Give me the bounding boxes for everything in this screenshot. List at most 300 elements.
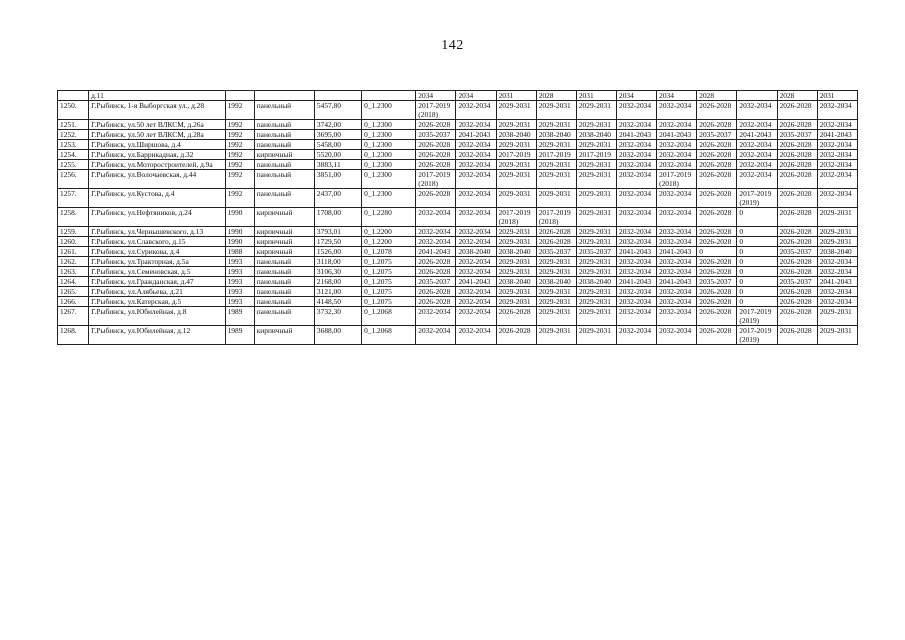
repair-period-cell: 2017-2019 (2019) [737,326,777,345]
repair-period-cell: 2032-2034 [737,150,777,160]
build-year-cell [225,91,254,101]
wall-material-cell: кирпичный [254,237,314,247]
repair-period-cell: 2028 [697,91,737,101]
repair-period-cell: 2029-2031 [536,101,576,120]
repair-period-cell: 2029-2031 [576,307,616,326]
repair-period-cell: 2026-2028 [697,257,737,267]
repair-period-cell: 2032-2034 [657,120,697,130]
repair-period-cell: 0 [737,237,777,247]
row-number: 1253. [58,140,89,150]
repair-period-cell: 2038-2040 [576,277,616,287]
repair-period-cell: 2026-2028 [416,287,456,297]
repair-period-cell: 2032-2034 [617,101,657,120]
code-cell: 0_1.2300 [362,120,416,130]
repair-period-cell: 2032-2034 [617,326,657,345]
area-cell: 3106,30 [314,267,361,277]
table-row [58,170,858,189]
table-row [58,101,858,120]
repair-period-cell: 2017-2019 (2019) [737,189,777,208]
repair-period-cell: 2032-2034 [456,267,496,277]
build-year-cell: 1990 [225,208,254,227]
repair-period-cell: 2031 [496,91,536,101]
repair-period-cell: 2032-2034 [456,287,496,297]
area-cell: 3851,00 [314,170,361,189]
area-cell: 3688,00 [314,326,361,345]
address-cell: Г.Рыбинск, ул.Гражданская, д.47 [89,277,226,287]
repair-period-cell: 2026-2028 [496,307,536,326]
repair-period-cell: 2038-2040 [496,247,536,257]
repair-period-cell: 2032-2034 [657,287,697,297]
row-number: 1263. [58,267,89,277]
repair-period-cell: 2035-2037 [697,130,737,140]
repair-period-cell: 2032-2034 [456,140,496,150]
area-cell: 5457,80 [314,101,361,120]
repair-period-cell: 2029-2031 [536,326,576,345]
address-cell: Г.Рыбинск, ул.Катерская, д.5 [89,297,226,307]
address-cell: Г.Рыбинск, ул.Юбилейная, д.12 [89,326,226,345]
repair-period-cell: 2029-2031 [496,140,536,150]
area-cell: 3732,30 [314,307,361,326]
repair-period-cell: 2032-2034 [737,140,777,150]
repair-period-cell: 0 [737,208,777,227]
code-cell: 0_1.2280 [362,208,416,227]
wall-material-cell: кирпичный [254,208,314,227]
area-cell: 3118,00 [314,257,361,267]
repair-period-cell: 2026-2028 [416,297,456,307]
repair-period-cell: 2038-2040 [536,130,576,140]
repair-period-cell: 2026-2028 [697,101,737,120]
repair-period-cell: 2026-2028 [697,140,737,150]
repair-period-cell: 2026-2028 [777,120,817,130]
area-cell: 2168,00 [314,277,361,287]
address-cell: Г.Рыбинск, ул.Алябьева, д.21 [89,287,226,297]
repair-period-cell: 2026-2028 [697,160,737,170]
wall-material-cell: панельный [254,189,314,208]
repair-period-cell: 2032-2034 [617,307,657,326]
repair-period-cell: 2032-2034 [817,287,857,297]
repair-period-cell: 2041-2043 [617,247,657,257]
table-row [58,237,858,247]
repair-period-cell: 2034 [617,91,657,101]
code-cell: 0_1.2300 [362,130,416,140]
row-number: 1251. [58,120,89,130]
repair-period-cell: 0 [737,247,777,257]
repair-period-cell: 2035-2037 [536,247,576,257]
row-number: 1259. [58,227,89,237]
repair-period-cell: 2032-2034 [456,257,496,267]
repair-period-cell: 2031 [817,91,857,101]
repair-period-cell: 2026-2028 [777,160,817,170]
repair-period-cell: 2026-2028 [777,237,817,247]
repair-period-cell: 2032-2034 [617,140,657,150]
code-cell: 0_1.2300 [362,160,416,170]
row-number: 1255. [58,160,89,170]
repair-period-cell: 2026-2028 [416,140,456,150]
row-number: 1254. [58,150,89,160]
code-cell: 0_1.2075 [362,277,416,287]
build-year-cell: 1989 [225,326,254,345]
address-cell: Г.Рыбинск, ул.50 лет ВЛКСМ, д.26а [89,120,226,130]
repair-period-cell: 2034 [416,91,456,101]
repair-period-cell: 2032-2034 [657,307,697,326]
repair-period-cell: 2026-2028 [777,101,817,120]
area-cell [314,91,361,101]
repair-period-cell: 2032-2034 [817,101,857,120]
address-cell: Г.Рыбинск, ул.Ширшова, д.4 [89,140,226,150]
wall-material-cell [254,91,314,101]
code-cell: 0_1.2068 [362,326,416,345]
repair-period-cell: 2032-2034 [737,170,777,189]
address-cell: Г.Рыбинск, ул.50 лет ВЛКСМ, д.28а [89,130,226,140]
repair-period-cell: 2029-2031 [536,307,576,326]
repair-period-cell: 2038-2040 [576,130,616,140]
repair-period-cell: 2034 [456,91,496,101]
wall-material-cell: панельный [254,130,314,140]
repair-period-cell: 2029-2031 [496,287,536,297]
code-cell [362,91,416,101]
build-year-cell: 1992 [225,120,254,130]
repair-period-cell: 2032-2034 [657,257,697,267]
repair-period-cell: 2032-2034 [617,287,657,297]
repair-period-cell: 2032-2034 [657,237,697,247]
repair-period-cell: 2032-2034 [737,101,777,120]
row-number: 1257. [58,189,89,208]
repair-period-cell: 2026-2028 [536,237,576,247]
repair-period-cell: 2028 [777,91,817,101]
repair-period-cell: 2026-2028 [697,307,737,326]
repair-period-cell: 2041-2043 [456,130,496,140]
repair-period-cell: 2026-2028 [697,326,737,345]
repair-period-cell: 2032-2034 [456,160,496,170]
repair-period-cell: 2029-2031 [496,160,536,170]
build-year-cell: 1988 [225,247,254,257]
repair-period-cell: 2041-2043 [617,130,657,140]
repair-period-cell: 2017-2019 (2018) [416,170,456,189]
code-cell: 0_1.2300 [362,150,416,160]
address-cell: Г.Рыбинск, ул.Кустова, д.4 [89,189,226,208]
code-cell: 0_1.2300 [362,189,416,208]
build-year-cell: 1992 [225,130,254,140]
repair-period-cell: 2032-2034 [657,140,697,150]
code-cell: 0_1.2068 [362,307,416,326]
address-cell: Г.Рыбинск, ул.Волочаевская, д.44 [89,170,226,189]
repair-period-cell: 2032-2034 [456,101,496,120]
repair-period-cell: 2026-2028 [697,297,737,307]
repair-period-cell: 2032-2034 [817,150,857,160]
build-year-cell: 1992 [225,160,254,170]
address-cell: Г.Рыбинск, ул.Славского, д.15 [89,237,226,247]
repair-period-cell: 2032-2034 [617,208,657,227]
code-cell: 0_1.2075 [362,297,416,307]
repair-period-cell: 2038-2040 [496,130,536,140]
repair-period-cell: 2029-2031 [817,326,857,345]
build-year-cell: 1989 [225,307,254,326]
repair-period-cell: 2029-2031 [496,297,536,307]
build-year-cell: 1993 [225,297,254,307]
repair-period-cell: 2032-2034 [617,120,657,130]
repair-period-cell: 2031 [576,91,616,101]
repair-period-cell: 2029-2031 [536,287,576,297]
repair-period-cell: 2032-2034 [416,208,456,227]
repair-period-cell: 2026-2028 [416,150,456,160]
build-year-cell: 1992 [225,170,254,189]
repair-period-cell: 2026-2028 [536,227,576,237]
code-cell: 0_1.2300 [362,170,416,189]
repair-period-cell: 2029-2031 [536,267,576,277]
repair-period-cell: 2029-2031 [496,257,536,267]
address-cell: Г.Рыбинск, ул.Моторостроителей, д.9а [89,160,226,170]
repair-period-cell: 2032-2034 [817,140,857,150]
wall-material-cell: кирпичный [254,150,314,160]
code-cell: 0_1.2078 [362,247,416,257]
repair-period-cell: 2026-2028 [777,326,817,345]
build-year-cell: 1993 [225,267,254,277]
table-row [58,91,858,101]
build-year-cell: 1993 [225,287,254,297]
repair-period-cell: 2029-2031 [817,237,857,247]
repair-period-cell: 2029-2031 [496,101,536,120]
area-cell: 4148,50 [314,297,361,307]
repair-period-cell: 2029-2031 [496,120,536,130]
repair-period-cell: 2032-2034 [737,160,777,170]
repair-period-cell: 2029-2031 [576,237,616,247]
repair-period-cell: 2032-2034 [657,189,697,208]
repair-period-cell: 2017-2019 [496,150,536,160]
repair-period-cell: 2026-2028 [697,170,737,189]
repair-period-cell: 2032-2034 [416,237,456,247]
repair-period-cell: 2026-2028 [777,150,817,160]
repair-period-cell: 2029-2031 [536,170,576,189]
repair-period-cell [737,91,777,101]
repair-period-cell: 2017-2019 (2018) [496,208,536,227]
repair-period-cell: 2035-2037 [416,130,456,140]
repair-period-cell: 2026-2028 [697,189,737,208]
repair-period-cell: 2032-2034 [657,160,697,170]
row-number: 1250. [58,101,89,120]
area-cell: 3742,00 [314,120,361,130]
repair-period-cell: 2026-2028 [777,287,817,297]
wall-material-cell: панельный [254,277,314,287]
repair-period-cell: 2017-2019 [576,150,616,160]
area-cell: 1526,00 [314,247,361,257]
wall-material-cell: панельный [254,120,314,130]
repair-period-cell: 2032-2034 [617,297,657,307]
repair-period-cell: 2017-2019 [536,150,576,160]
address-cell: Г.Рыбинск, 1-я Выборгская ул., д.28 [89,101,226,120]
repair-period-cell: 2017-2019 (2018) [536,208,576,227]
repair-period-cell: 2026-2028 [416,160,456,170]
repair-period-cell: 2032-2034 [416,227,456,237]
code-cell: 0_1.2200 [362,227,416,237]
code-cell: 0_1.2300 [362,101,416,120]
area-cell: 1708,00 [314,208,361,227]
code-cell: 0_1.2075 [362,267,416,277]
repair-period-cell: 2032-2034 [456,307,496,326]
table-row [58,208,858,227]
repair-period-cell: 2029-2031 [496,227,536,237]
repair-period-cell: 0 [737,287,777,297]
wall-material-cell: панельный [254,101,314,120]
repair-period-cell: 2038-2040 [456,247,496,257]
address-cell: Г.Рыбинск, ул.Нефтяников, д.24 [89,208,226,227]
code-cell: 0_1.2300 [362,140,416,150]
repair-period-cell: 2029-2031 [576,287,616,297]
repair-period-cell: 2041-2043 [737,130,777,140]
repair-period-cell: 0 [737,297,777,307]
table-body [58,91,858,345]
repair-period-cell: 2032-2034 [617,227,657,237]
repair-period-cell: 2026-2028 [496,326,536,345]
wall-material-cell: кирпичный [254,227,314,237]
row-number: 1260. [58,237,89,247]
repair-period-cell: 2032-2034 [817,297,857,307]
repair-period-cell: 2026-2028 [697,120,737,130]
repair-period-cell: 2032-2034 [817,257,857,267]
repair-period-cell: 2032-2034 [456,170,496,189]
table-row [58,287,858,297]
repair-period-cell: 2029-2031 [576,101,616,120]
repair-period-cell: 2032-2034 [617,170,657,189]
repair-period-cell: 2029-2031 [576,189,616,208]
repair-period-cell: 2035-2037 [777,130,817,140]
repair-period-cell: 0 [737,277,777,287]
repair-period-cell: 2026-2028 [697,227,737,237]
repair-period-cell: 2032-2034 [617,160,657,170]
repair-period-cell: 2029-2031 [536,120,576,130]
table-row [58,307,858,326]
address-cell: Г.Рыбинск, ул.Сурикова, д.4 [89,247,226,257]
area-cell: 3793,01 [314,227,361,237]
table-row [58,277,858,287]
repair-period-cell: 2029-2031 [576,227,616,237]
area-cell: 2437,00 [314,189,361,208]
table-row [58,297,858,307]
repair-period-cell: 2032-2034 [657,297,697,307]
table-row [58,140,858,150]
repair-period-cell: 2035-2037 [777,277,817,287]
row-number: 1252. [58,130,89,140]
repair-period-cell: 2029-2031 [576,120,616,130]
area-cell: 1729,50 [314,237,361,247]
repair-period-cell: 2032-2034 [617,150,657,160]
repair-period-cell: 0 [737,227,777,237]
wall-material-cell: панельный [254,307,314,326]
repair-period-cell: 2035-2037 [416,277,456,287]
repair-period-cell: 2029-2031 [536,189,576,208]
repair-period-cell: 2026-2028 [777,189,817,208]
wall-material-cell: панельный [254,267,314,277]
repair-period-cell: 2032-2034 [657,227,697,237]
repair-period-cell: 2029-2031 [576,170,616,189]
row-number: 1262. [58,257,89,267]
repair-period-cell: 2026-2028 [777,208,817,227]
code-cell: 0_1.2075 [362,257,416,267]
row-number: 1268. [58,326,89,345]
row-number: 1267. [58,307,89,326]
repair-period-cell: 2029-2031 [536,140,576,150]
repair-period-cell: 2026-2028 [777,297,817,307]
address-cell: Г.Рыбинск, ул.Семеновская, д.5 [89,267,226,277]
build-year-cell: 1993 [225,257,254,267]
area-cell: 3883,11 [314,160,361,170]
build-year-cell: 1992 [225,150,254,160]
code-cell: 0_1.2075 [362,287,416,297]
housing-repair-schedule-table [57,90,858,345]
repair-period-cell: 0 [697,247,737,257]
wall-material-cell: кирпичный [254,247,314,257]
repair-period-cell: 2032-2034 [617,267,657,277]
repair-period-cell: 2032-2034 [456,237,496,247]
repair-period-cell: 2041-2043 [617,277,657,287]
area-cell: 3695,00 [314,130,361,140]
repair-period-cell: 2038-2040 [817,247,857,257]
repair-period-cell: 2029-2031 [496,170,536,189]
repair-period-cell: 2029-2031 [536,160,576,170]
repair-period-cell: 2029-2031 [576,160,616,170]
table-row [58,120,858,130]
repair-period-cell: 2029-2031 [817,307,857,326]
table-row [58,247,858,257]
repair-period-cell: 2041-2043 [657,247,697,257]
area-cell: 5520,00 [314,150,361,160]
repair-period-cell: 2032-2034 [617,237,657,247]
row-number: 1264. [58,277,89,287]
repair-period-cell: 2026-2028 [697,237,737,247]
table-row [58,326,858,345]
repair-period-cell: 2026-2028 [416,189,456,208]
build-year-cell: 1990 [225,237,254,247]
repair-period-cell: 2026-2028 [697,150,737,160]
repair-period-cell: 2041-2043 [456,277,496,287]
repair-period-cell: 2032-2034 [817,160,857,170]
area-cell: 3121,00 [314,287,361,297]
address-cell: Г.Рыбинск, ул.Чернышевского, д.13 [89,227,226,237]
repair-period-cell: 2032-2034 [456,326,496,345]
repair-period-cell: 2041-2043 [416,247,456,257]
repair-period-cell: 2026-2028 [777,170,817,189]
repair-period-cell: 2032-2034 [657,326,697,345]
table-row [58,227,858,237]
build-year-cell: 1993 [225,277,254,287]
repair-period-cell: 2032-2034 [416,326,456,345]
repair-period-cell: 2032-2034 [416,307,456,326]
row-number: 1266. [58,297,89,307]
repair-period-cell: 2032-2034 [657,267,697,277]
wall-material-cell: кирпичный [254,326,314,345]
repair-period-cell: 2041-2043 [657,130,697,140]
repair-period-cell: 2041-2043 [817,277,857,287]
repair-period-cell: 0 [737,257,777,267]
address-cell: д.11 [89,91,226,101]
table-row [58,267,858,277]
repair-period-cell: 2026-2028 [697,267,737,277]
repair-period-cell: 2029-2031 [576,257,616,267]
table-row [58,150,858,160]
wall-material-cell: панельный [254,257,314,267]
repair-period-cell: 2038-2040 [496,277,536,287]
repair-period-cell: 2029-2031 [536,297,576,307]
repair-period-cell: 2032-2034 [657,150,697,160]
repair-period-cell: 2032-2034 [817,170,857,189]
wall-material-cell: панельный [254,170,314,189]
repair-period-cell: 2035-2037 [777,247,817,257]
row-number: 1258. [58,208,89,227]
wall-material-cell: панельный [254,160,314,170]
repair-period-cell: 2029-2031 [576,267,616,277]
repair-period-cell: 2026-2028 [777,307,817,326]
address-cell: Г.Рыбинск, ул.Тракторная, д.5а [89,257,226,267]
repair-period-cell: 2026-2028 [697,287,737,297]
